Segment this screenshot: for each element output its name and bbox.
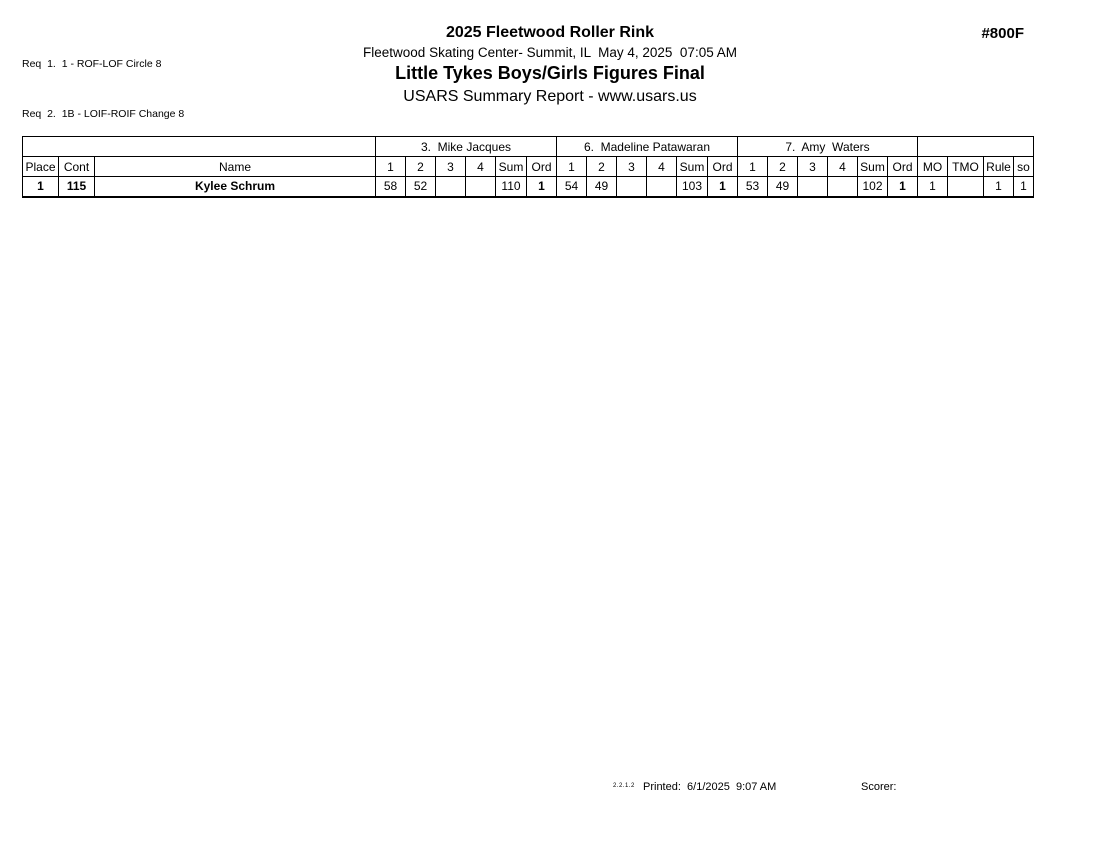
judge1-score-4	[466, 177, 496, 197]
event-number: #800F	[981, 25, 1024, 42]
judge2-score-4	[647, 177, 677, 197]
judge-name-3: 7. Amy Waters	[738, 137, 918, 157]
result-row	[23, 177, 1034, 197]
results-table	[22, 136, 1034, 198]
col-header-mo: MO	[918, 157, 948, 177]
judge3-score-2: 49	[768, 177, 798, 197]
col-header-j3-4: 4	[828, 157, 858, 177]
judge3-score-4	[828, 177, 858, 197]
place-cell: 1	[23, 177, 59, 197]
report-type-line: USARS Summary Report - www.usars.us	[403, 88, 697, 105]
col-header-rule: Rule	[984, 157, 1014, 177]
col-header-j3-1: 1	[738, 157, 768, 177]
col-header-j2-2: 2	[587, 157, 617, 177]
band-spacer-right	[918, 137, 1034, 157]
col-header-j1-sum: Sum	[496, 157, 527, 177]
col-header-j2-sum: Sum	[677, 157, 708, 177]
version-text: 2.2.1.2	[613, 783, 635, 789]
col-header-j1-ord: Ord	[527, 157, 557, 177]
col-header-j3-ord: Ord	[888, 157, 918, 177]
req-line-2: Req 2. 1B - LOIF-ROIF Change 8	[22, 107, 185, 120]
judge-name-2: 6. Madeline Patawaran	[557, 137, 738, 157]
judge-name-1: 3. Mike Jacques	[376, 137, 557, 157]
mo-cell: 1	[918, 177, 948, 197]
skater-name-cell: Kylee Schrum	[95, 177, 376, 197]
so-cell: 1	[1014, 177, 1034, 197]
judge2-score-3	[617, 177, 647, 197]
col-header-j3-2: 2	[768, 157, 798, 177]
judge2-score-2: 49	[587, 177, 617, 197]
col-header-j3-3: 3	[798, 157, 828, 177]
col-header-j3-sum: Sum	[858, 157, 888, 177]
col-header-j1-1: 1	[376, 157, 406, 177]
event-title: 2025 Fleetwood Roller Rink	[445, 24, 655, 41]
col-header-cont: Cont	[59, 157, 95, 177]
col-header-place: Place	[23, 157, 59, 177]
judge3-score-1: 53	[738, 177, 768, 197]
cont-cell: 115	[59, 177, 95, 197]
col-header-j2-1: 1	[557, 157, 587, 177]
req-line-1: Req 1. 1 - ROF-LOF Circle 8	[22, 58, 162, 70]
col-header-so: so	[1014, 157, 1034, 177]
col-header-tmo: TMO	[948, 157, 984, 177]
printed-timestamp: Printed: 6/1/2025 9:07 AM	[643, 781, 777, 793]
judge1-score-3	[436, 177, 466, 197]
scorer-label: Scorer:	[861, 781, 897, 793]
col-header-j1-3: 3	[436, 157, 466, 177]
col-header-j1-4: 4	[466, 157, 496, 177]
title-block	[0, 23, 1100, 109]
division-title: Little Tykes Boys/Girls Figures Final	[395, 63, 705, 83]
judge1-sum: 110	[496, 177, 527, 197]
col-header-j2-ord: Ord	[708, 157, 738, 177]
judge3-ord: 1	[888, 177, 918, 197]
rule-cell: 1	[984, 177, 1014, 197]
judge2-ord: 1	[708, 177, 738, 197]
judge1-score-2: 52	[406, 177, 436, 197]
judge2-sum: 103	[677, 177, 708, 197]
col-header-j2-3: 3	[617, 157, 647, 177]
judge1-score-1: 58	[376, 177, 406, 197]
col-header-j2-4: 4	[647, 157, 677, 177]
venue-date-line: Fleetwood Skating Center- Summit, IL May 4, 2025 07:05 AM	[363, 45, 737, 60]
band-spacer-left	[23, 137, 376, 157]
col-header-name: Name	[95, 157, 376, 177]
judge3-score-3	[798, 177, 828, 197]
col-header-j1-2: 2	[406, 157, 436, 177]
judge1-ord: 1	[527, 177, 557, 197]
judge3-sum: 102	[858, 177, 888, 197]
tmo-cell	[948, 177, 984, 197]
judge2-score-1: 54	[557, 177, 587, 197]
